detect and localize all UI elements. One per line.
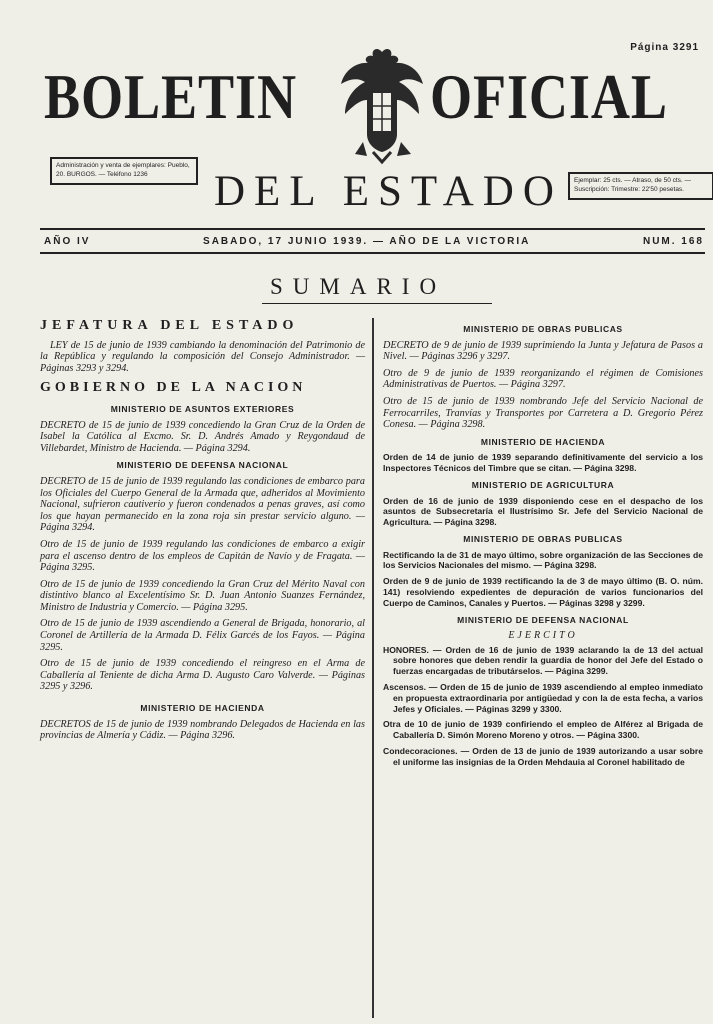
sumario-heading: SUMARIO xyxy=(270,274,447,299)
obras2-entry-1: Rectificando la de 31 de mayo último, sobre organización de las Secciones de los Servicios Nacionales del mismo. — Página 3298. xyxy=(383,549,703,571)
jefatura-heading: JEFATURA DEL ESTADO xyxy=(40,318,299,333)
obras2-entry-2: Orden de 9 de junio de 1939 rectificando la de 3 de mayo último (B. O. núm. 141) resolviendo expedientes de depuración de varios funcionarios del Cuerpo de Caminos, Canales y Puertos. — Páginas 3298 y 3299. xyxy=(383,576,703,608)
administration-box: Administración y venta de ejemplares: Pueblo, 20. BURGOS. — Teléfono 1236 xyxy=(50,157,198,185)
ministry-hacienda-right: MINISTERIO DE HACIENDA xyxy=(480,436,606,447)
left-column xyxy=(40,318,365,747)
header-rule-top xyxy=(40,228,705,230)
defensa-entry-3: Otro de 15 de junio de 1939 concediendo la Gran Cruz del Mérito Naval con distintivo blanco al Excelentísimo Sr. D. Juan Antonio Suanzes Fernández, Ministro de Industria y Comercio. — Página 3295. xyxy=(40,578,365,613)
exteriores-entry: DECRETO de 15 de junio de 1939 concediendo la Gran Cruz de la Orden de Isabel la Católica al Excmo. Sr. D. Andrés Amado y Reygondaud de Villebardet, Ministro de Hacienda. — Página 3294. xyxy=(40,419,365,454)
agricultura-orden: Orden de 16 de junio de 1939 disponiendo cese en el despacho de los asuntos de Subsecretaría el Ilustrísimo Sr. Jefe del Servicio Nacional de Agricultura. — Página 3298. xyxy=(383,495,703,528)
dateline xyxy=(44,236,704,247)
ministry-defensa: MINISTERIO DE DEFENSA NACIONAL xyxy=(116,460,289,471)
page-number: Página 3291 xyxy=(630,42,699,53)
ejercito-entry-2: Ascensos. — Orden de 15 de junio de 1939 ascendiendo al empleo inmediato en propuesta extraordinaria por antigüedad y con la de esta fecha, a varios Jefes y Oficiales. — Páginas 3299 y 3300. xyxy=(383,682,703,714)
issue-date: SABADO, 17 JUNIO 1939. — AÑO DE LA VICTORIA xyxy=(203,236,531,247)
defensa-entry-4: Otro de 15 de junio de 1939 ascendiendo a General de Brigada, honorario, al Coronel de Artillería de la Armada D. Félix Garcés de los Fayos. — Página 3295. xyxy=(40,618,365,653)
column-divider xyxy=(372,318,374,1018)
ejercito-entry-3: Otra de 10 de junio de 1939 confiriendo el empleo de Alférez al Brigada de Caballería D. Simón Moreno Moreno y otros. — Página 3300. xyxy=(383,719,703,741)
gobierno-heading: GOBIERNO DE LA NACION xyxy=(40,380,307,396)
ejercito-entry-4: Condecoraciones. — Orden de 13 de junio de 1939 autorizando a usar sobre el uniforme las insignias de la Orden Mehdauia al Coronel habilitado de xyxy=(383,746,703,767)
ley-entry: LEY de 15 de junio de 1939 cambiando la denominación del Patrimonio de la República y regulando la composición del Consejo Administrador. — Páginas 3293 y 3294. xyxy=(40,339,365,374)
ministry-obras-2: MINISTERIO DE OBRAS PUBLICAS xyxy=(463,533,623,544)
header-rule-bottom xyxy=(40,252,705,254)
masthead-del-estado: DEL ESTADO xyxy=(214,168,563,215)
obras-entry-1: DECRETO de 9 de junio de 1939 suprimiendo la Junta y Jefatura de Pasos a Nivel. — Páginas 3296 y 3297. xyxy=(383,339,703,363)
ministry-exteriores: MINISTERIO DE ASUNTOS EXTERIORES xyxy=(110,403,295,414)
defensa-entry-2: Otro de 15 de junio de 1939 regulando las condiciones de embarco a exigir para el ascenso dentro de los empleos de Capitán de Navío y de Fragata. — Página 3295. xyxy=(40,538,365,574)
masthead-oficial: OFICIAL xyxy=(430,62,668,132)
right-column xyxy=(383,318,703,773)
year-label: AÑO IV xyxy=(44,236,91,247)
hacienda-orden: Orden de 14 de junio de 1939 separando definitivamente del servicio a los Inspectores Técnicos del Timbre que se citan. — Página 3298. xyxy=(383,452,703,474)
ejercito-entry-1: HONORES. — Orden de 16 de junio de 1939 aclarando la de 13 del actual sobre honores que deben rendir la guardia de honor del Jefe del Estado o fuerzas encargadas de tributárselos. — Página 3299. xyxy=(383,644,703,677)
ministry-obras: MINISTERIO DE OBRAS PUBLICAS xyxy=(463,324,623,334)
obras-entry-2: Otro de 9 de junio de 1939 reorganizando el régimen de Comisiones Administrativas de Puertos. — Página 3297. xyxy=(383,367,703,391)
ejercito-heading: EJERCITO xyxy=(508,630,578,642)
obras-entry-3: Otro de 15 de junio de 1939 nombrando Jefe del Servicio Nacional de Ferrocarriles, Tranvías y Transportes por Carretera a D. Gregorio Pérez Conesa. — Página 3298. xyxy=(383,395,703,431)
ministry-hacienda: MINISTERIO DE HACIENDA xyxy=(140,703,265,714)
masthead-boletin: BOLETIN xyxy=(44,62,297,132)
prices-box: Ejemplar: 25 cts. — Atraso, de 50 cts. — Suscripción: Trimestre: 22'50 pesetas. xyxy=(568,172,713,200)
ministry-agricultura: MINISTERIO DE AGRICULTURA xyxy=(471,479,615,490)
defensa-entry-5: Otro de 15 de junio de 1939 concediendo el reingreso en el Arma de Caballería al Teniente de dicha Arma D. Augusto Caro Valverde. — Páginas 3295 y 3296. xyxy=(40,658,365,693)
eagle-emblem-icon xyxy=(335,44,430,169)
issue-number: NUM. 168 xyxy=(642,236,704,247)
hacienda-entry: DECRETOS de 15 de junio de 1939 nombrando Delegados de Hacienda en las provincias de Almería y Cádiz. — Página 3296. xyxy=(40,718,365,742)
sumario-underline xyxy=(262,303,492,304)
defensa-entry-1: DECRETO de 15 de junio de 1939 regulando las condiciones de embarco para los Oficiales del Cuerpo General de la Armada que, adheridos al Movimiento Nacional, sufrieron cautiverio y fueron condenados a penas graves, así como los que hayan permanecido en la zona roja sin prestar servicio alguno. — Página 3294. xyxy=(40,475,365,534)
ministry-defensa-right: MINISTERIO DE DEFENSA NACIONAL xyxy=(457,614,629,625)
